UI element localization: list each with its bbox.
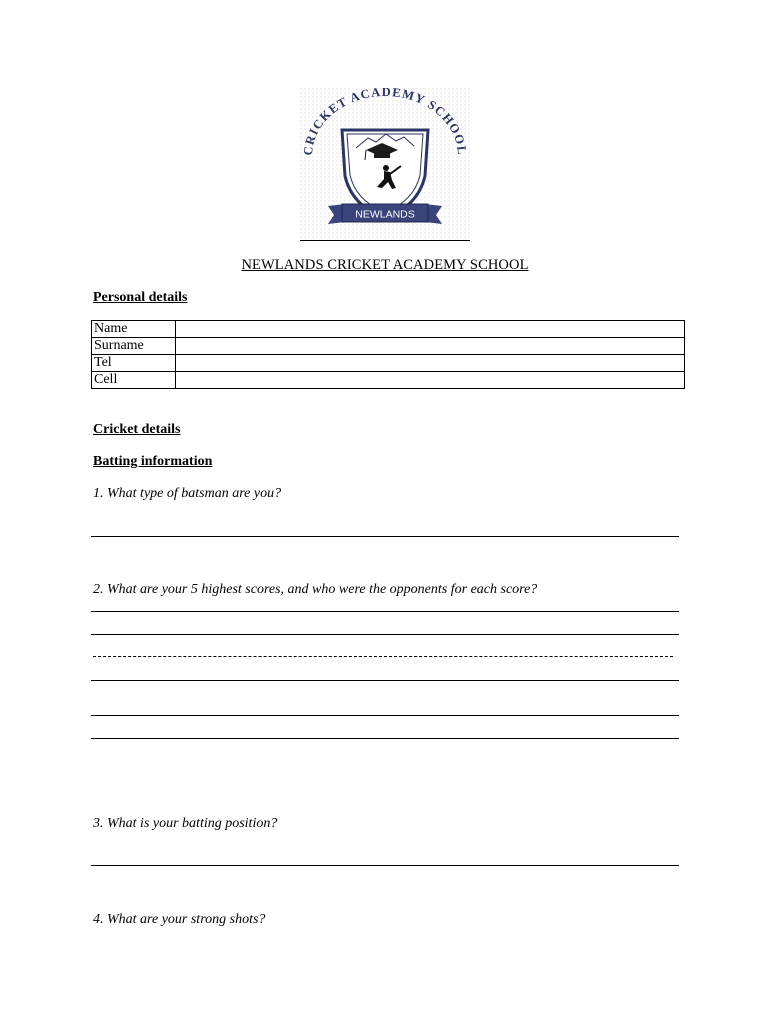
question-1: 1. What type of batsman are you? (93, 486, 282, 501)
cell-field[interactable] (176, 372, 685, 389)
table-row (92, 355, 685, 372)
tel-field[interactable] (176, 355, 685, 372)
answer-line[interactable] (91, 715, 679, 716)
table-row (92, 321, 685, 338)
personal-details-heading: Personal details (93, 290, 188, 305)
page-title: NEWLANDS CRICKET ACADEMY SCHOOL (241, 257, 529, 273)
table-row (92, 338, 685, 355)
personal-details-table (91, 320, 685, 389)
answer-line[interactable] (91, 680, 679, 681)
school-logo (300, 88, 470, 238)
tel-label: Tel (92, 355, 176, 372)
answer-line[interactable] (91, 738, 679, 739)
name-label: Name (92, 321, 176, 338)
name-field[interactable] (176, 321, 685, 338)
answer-line[interactable] (91, 611, 679, 612)
answer-dashed-line[interactable] (93, 656, 673, 657)
question-2: 2. What are your 5 highest scores, and who were the opponents for each score? (93, 582, 538, 597)
question-3: 3. What is your batting position? (93, 816, 278, 831)
logo-ribbon-text: NEWLANDS (355, 208, 415, 221)
surname-label: Surname (92, 338, 176, 355)
table-row (92, 372, 685, 389)
cell-label: Cell (92, 372, 176, 389)
surname-field[interactable] (176, 338, 685, 355)
question-4: 4. What are your strong shots? (93, 912, 266, 927)
batting-information-heading: Batting information (93, 454, 213, 469)
logo-underline (300, 240, 470, 241)
logo-arc-text: CRICKET ACADEMY SCHOOL (300, 88, 470, 157)
answer-line[interactable] (91, 634, 679, 635)
cricket-details-heading: Cricket details (93, 422, 181, 437)
answer-line[interactable] (91, 865, 679, 866)
answer-line[interactable] (91, 536, 679, 537)
